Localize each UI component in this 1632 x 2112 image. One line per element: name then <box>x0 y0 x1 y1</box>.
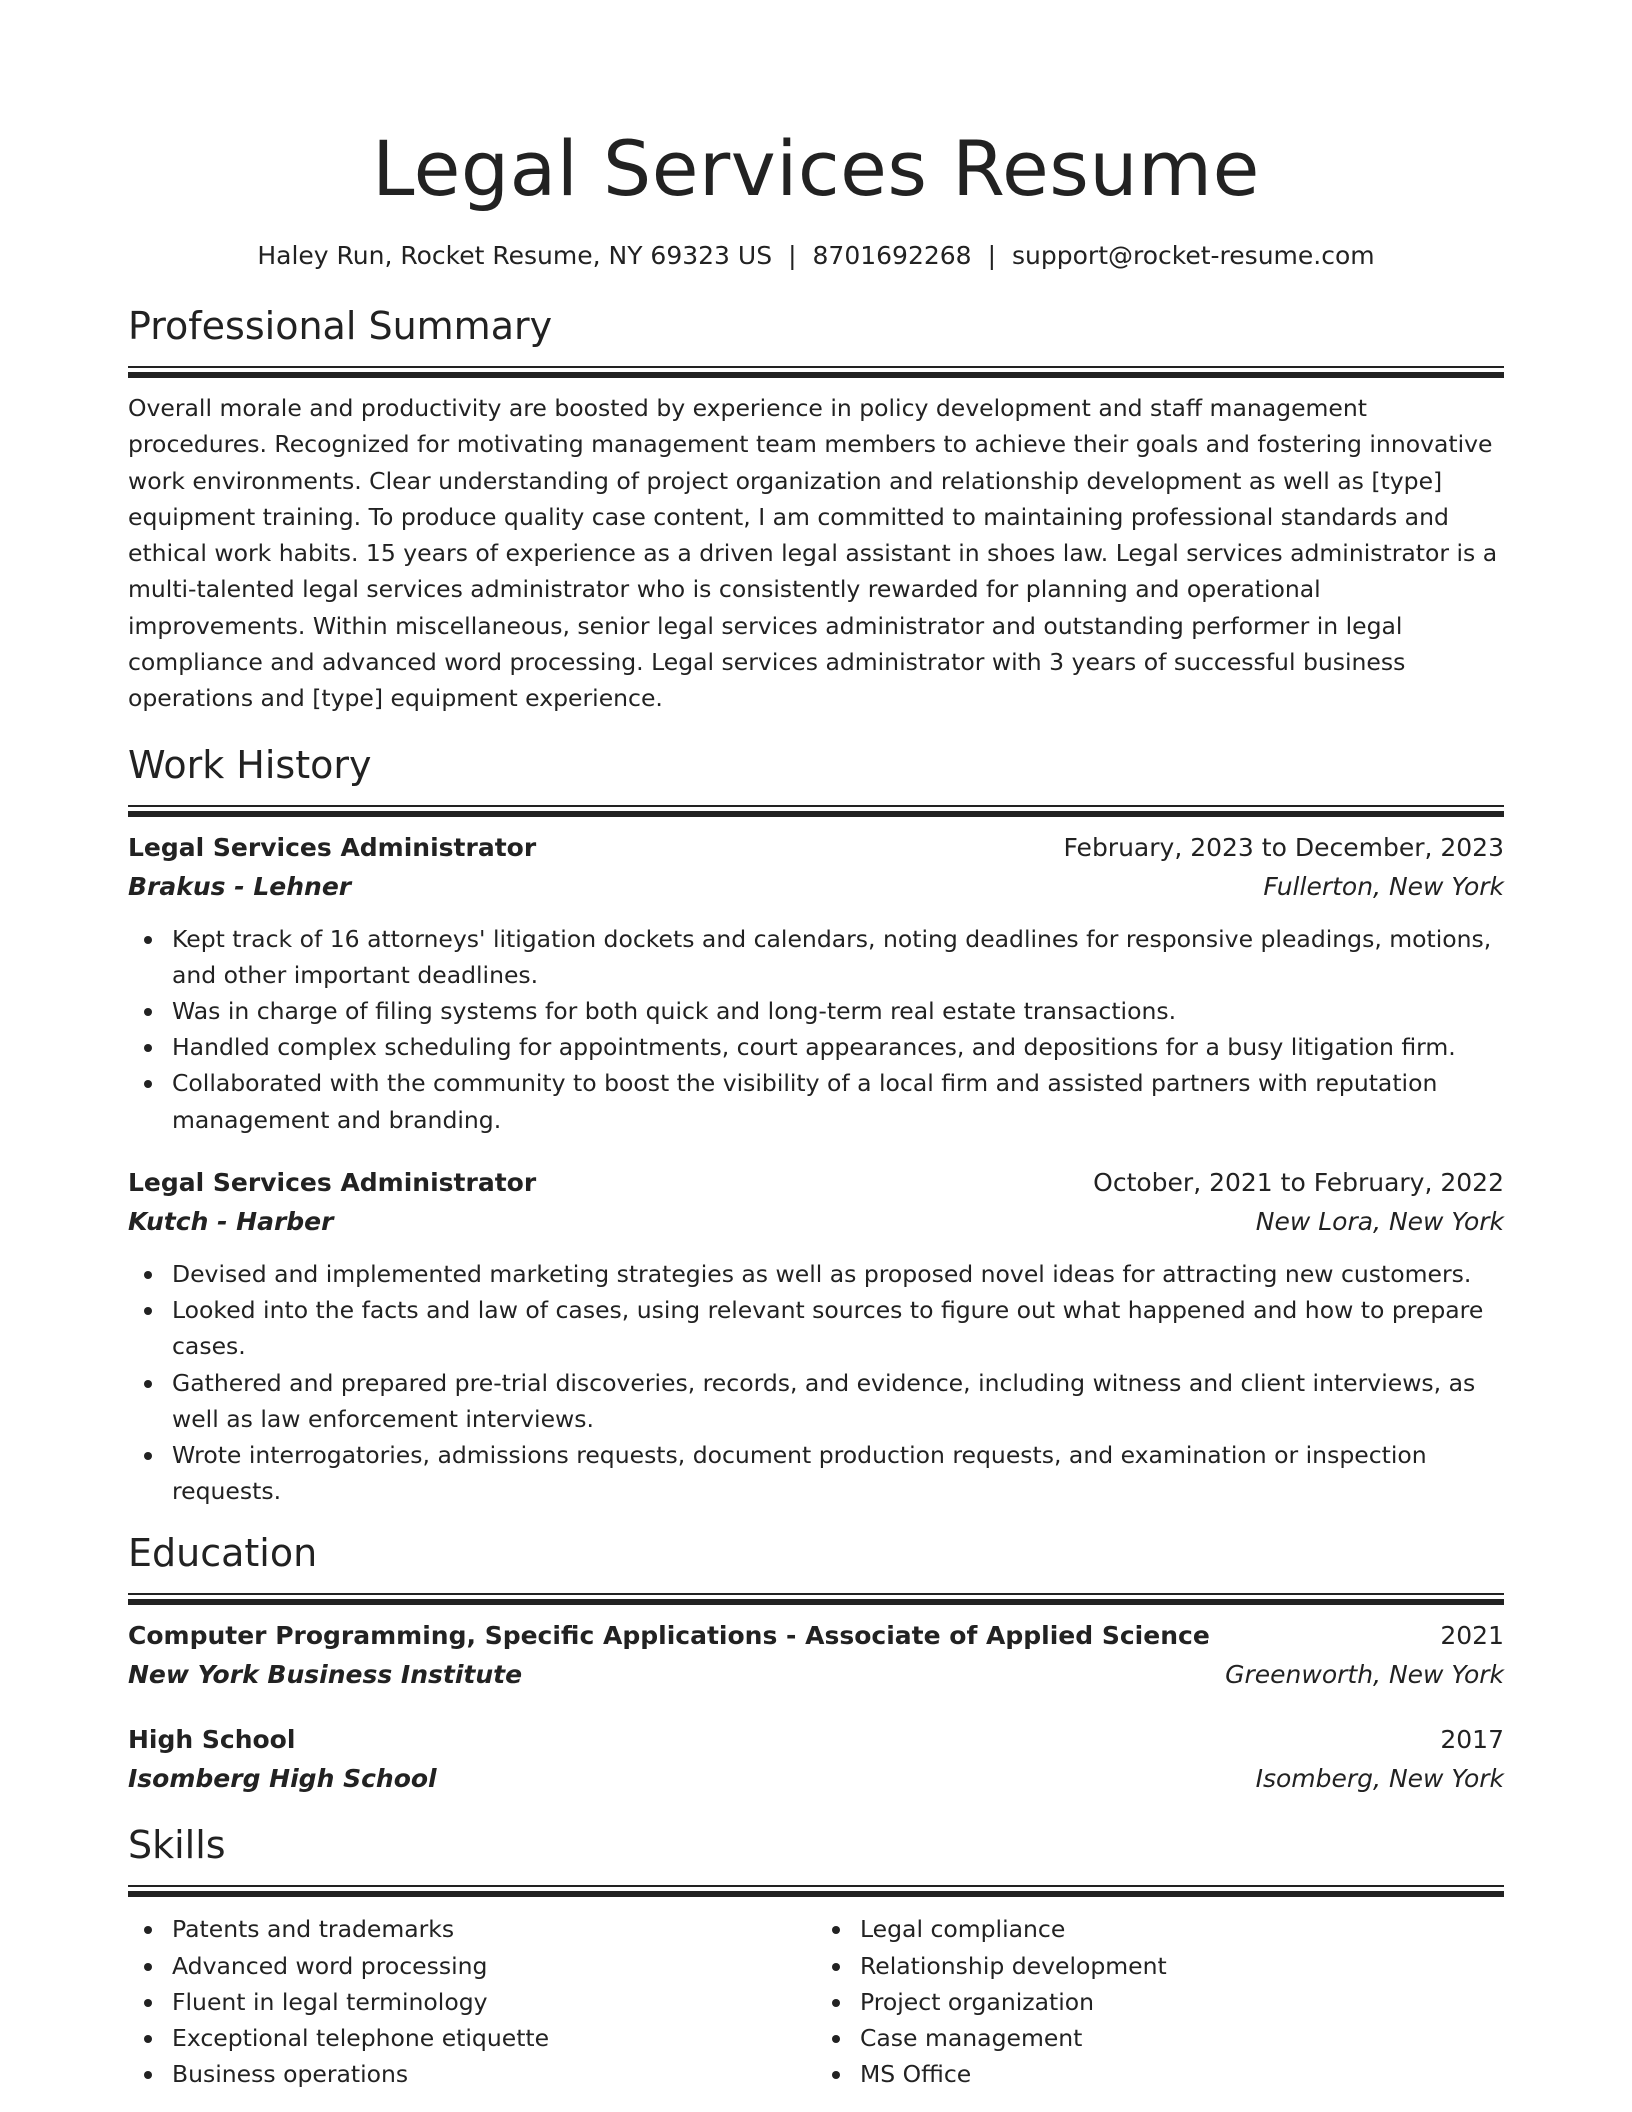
skills-grid <box>128 1911 1504 2092</box>
section-title-summary: Professional Summary <box>128 304 553 348</box>
job-position: Legal Services Administrator <box>128 832 537 862</box>
section-title-work-history: Work History <box>128 742 372 787</box>
education-school: New York Business Institute <box>128 1660 523 1690</box>
job-bullet: Looked into the facts and law of cases, using relevant sources to figure out what happened and how to prepare cases. <box>172 1292 1504 1364</box>
contact-email[interactable]: support@rocket-resume.com <box>1012 241 1375 270</box>
job-bullet: Kept track of 16 attorneys' litigation dockets and calendars, noting deadlines for responsive pleadings, motions, and other important deadlines. <box>172 921 1504 993</box>
education-section <box>128 1529 1504 1799</box>
contact-address: Haley Run, Rocket Resume, NY 69323 US <box>257 241 773 270</box>
job-position: Legal Services Administrator <box>128 1167 537 1197</box>
work-history-section <box>128 741 1504 1510</box>
education-location: Isomberg, New York <box>1255 1764 1504 1794</box>
skill-item: Advanced word processing <box>172 1948 816 1984</box>
section-title-education: Education <box>128 1531 318 1576</box>
skill-item: Project organization <box>860 1984 1504 2020</box>
contact-separator: | <box>987 241 997 270</box>
contact-phone: 8701692268 <box>812 241 972 270</box>
education-subheader <box>128 1655 1504 1695</box>
skill-item: Case management <box>860 2020 1504 2056</box>
job-bullet: Handled complex scheduling for appointments, court appearances, and depositions for a busy litigation firm. <box>172 1029 1504 1065</box>
job-bullets <box>128 1256 1504 1509</box>
skills-column-right <box>816 1911 1504 2092</box>
section-divider <box>128 1885 1504 1897</box>
education-header <box>128 1617 1504 1655</box>
skill-item: Relationship development <box>860 1948 1504 1984</box>
section-title-skills: Skills <box>128 1823 226 1868</box>
job-bullet: Devised and implemented marketing strategies as well as proposed novel ideas for attracting new customers. <box>172 1256 1504 1292</box>
job-subheader <box>128 1202 1504 1242</box>
job-dates: October, 2021 to February, 2022 <box>1093 1167 1504 1197</box>
education-header <box>128 1721 1504 1759</box>
skill-item: Fluent in legal terminology <box>172 1984 816 2020</box>
job-location: New Lora, New York <box>1255 1206 1504 1236</box>
skill-item: Business operations <box>172 2056 816 2092</box>
education-school: Isomberg High School <box>128 1764 437 1794</box>
job-header <box>128 829 1504 867</box>
education-year: 2017 <box>1440 1725 1504 1755</box>
education-subheader <box>128 1759 1504 1799</box>
section-divider <box>128 805 1504 817</box>
skills-column-left <box>128 1911 816 2092</box>
education-degree: High School <box>128 1725 296 1755</box>
job-company: Kutch - Harber <box>128 1206 334 1236</box>
section-divider <box>128 366 1504 378</box>
education-entry <box>128 1617 1504 1695</box>
job-bullets <box>128 921 1504 1138</box>
job-dates: February, 2023 to December, 2023 <box>1063 832 1504 862</box>
resume-title: Legal Services Resume <box>372 124 1260 213</box>
contact-line <box>128 240 1504 272</box>
skills-section <box>128 1821 1504 2092</box>
contact-separator: | <box>788 241 797 270</box>
job-entry <box>128 829 1504 1138</box>
job-bullet: Was in charge of filing systems for both quick and long-term real estate transactions. <box>172 993 1504 1029</box>
skill-item: Patents and trademarks <box>172 1911 816 1947</box>
job-company: Brakus - Lehner <box>128 871 352 901</box>
job-bullet: Gathered and prepared pre-trial discoveries, records, and evidence, including witness and client interviews, as well as law enforcement interviews. <box>172 1365 1504 1437</box>
education-degree: Computer Programming, Specific Applications - Associate of Applied Science <box>128 1621 1210 1651</box>
summary-text: Overall morale and productivity are boosted by experience in policy development and staff management procedures. Recognized for motivating management team members to achieve their goals and fostering innovative work environments. Clear understanding of project organization and relationship development as well as [type] equipment training. To produce quality case content, I am committed to maintaining professional standards and ethical work habits. 15 years of experience as a driven legal assistant in shoes law. Legal services administrator is a multi-talented legal services administrator who is consistently rewarded for planning and operational improvements. Within miscellaneous, senior legal services administrator and outstanding performer in legal compliance and advanced word processing. Legal services administrator with 3 years of successful business operations and [type] equipment experience. <box>128 394 1498 713</box>
job-header <box>128 1164 1504 1202</box>
job-bullet: Wrote interrogatories, admissions requests, document production requests, and examination or inspection requests. <box>172 1437 1504 1509</box>
job-subheader <box>128 867 1504 907</box>
job-bullet: Collaborated with the community to boost the visibility of a local firm and assisted partners with reputation management and branding. <box>172 1065 1504 1137</box>
education-entry <box>128 1721 1504 1799</box>
resume-page <box>128 0 1504 2092</box>
education-location: Greenworth, New York <box>1225 1660 1504 1690</box>
job-location: Fullerton, New York <box>1263 871 1504 901</box>
skill-item: Legal compliance <box>860 1911 1504 1947</box>
section-divider <box>128 1593 1504 1605</box>
education-year: 2021 <box>1440 1621 1504 1651</box>
skill-item: Exceptional telephone etiquette <box>172 2020 816 2056</box>
skill-item: MS Office <box>860 2056 1504 2092</box>
job-entry <box>128 1164 1504 1509</box>
summary-section <box>128 302 1504 717</box>
